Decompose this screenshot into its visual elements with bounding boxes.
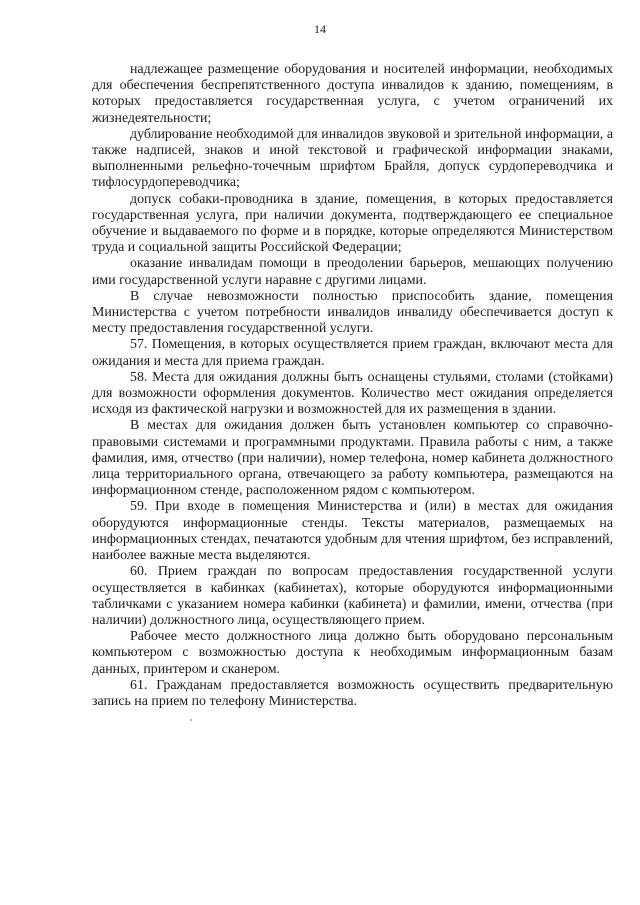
paragraph-clause-60: 60. Прием граждан по вопросам предоставления государственной услуги осуществляется в кабинках (кабинетах), которые оборудуются информационными табличками с указанием номера кабинки (кабинета) и фамилии, имени, отчества (при наличии) должностного лица, осуществляющего прием. — [92, 564, 613, 628]
page-number: 14 — [314, 22, 326, 36]
paragraph-clause-58: 58. Места для ожидания должны быть оснащены стульями, столами (стойками) для возможности оформления документов. Количество мест ожидания определяется исходя из фактической нагрузки и возможностей для их размещения в здании. — [92, 369, 613, 418]
body-text — [92, 62, 613, 710]
paragraph: надлежащее размещение оборудования и носителей информации, необходимых для обеспечения беспрепятственного доступа инвалидов к зданию, помещениям, в которых предоставляется государственная услуга, с учетом ограничений их жизнедеятельности; — [92, 62, 613, 126]
paragraph-clause-61: 61. Гражданам предоставляется возможность осуществить предварительную запись на прием по телефону Министерства. — [92, 677, 613, 709]
paragraph: В случае невозможности полностью приспособить здание, помещения Министерства с учетом потребности инвалидов инвалиду обеспечивается доступ к месту предоставления государственной услуги. — [92, 288, 613, 337]
paragraph: дублирование необходимой для инвалидов звуковой и зрительной информации, а также надписей, знаков и иной текстовой и графической информации знаками, выполненными рельефно-точечным шрифтом Брайля, допуск сурдопереводчика и тифлосурдопереводчика; — [92, 126, 613, 191]
paragraph: оказание инвалидам помощи в преодолении барьеров, мешающих получению ими государственной услуги наравне с другими лицами. — [92, 256, 613, 288]
paragraph: В местах для ожидания должен быть установлен компьютер со справочно-правовыми системами и программными продуктами. Правила работы с ним, а также фамилия, имя, отчество (при наличии), номер телефона, номер кабинета должностного лица территориального органа, отвечающего за работу компьютера, размещаются на информационном стенде, расположенном рядом с компьютером. — [92, 418, 613, 499]
scan-speck — [190, 719, 192, 721]
paragraph-clause-59: 59. При входе в помещения Министерства и (или) в местах для ожидания оборудуются информационные стенды. Тексты материалов, размещаемых на информационных стендах, печатаются удобным для чтения шрифтом, без исправлений, наиболее важные места выделяются. — [92, 499, 613, 564]
paragraph: допуск собаки-проводника в здание, помещения, в которых предоставляется государственная услуга, при наличии документа, подтверждающего ее специальное обучение и выдаваемого по форме и в порядке, которые определяются Министерством труда и социальной защиты Российской Федерации; — [92, 191, 613, 256]
paragraph-clause-57: 57. Помещения, в которых осуществляется прием граждан, включают места для ожидания и места для приема граждан. — [92, 337, 613, 369]
paragraph: Рабочее место должностного лица должно быть оборудовано персональным компьютером с возможностью доступа к необходимым информационным базам данных, принтером и сканером. — [92, 629, 613, 677]
